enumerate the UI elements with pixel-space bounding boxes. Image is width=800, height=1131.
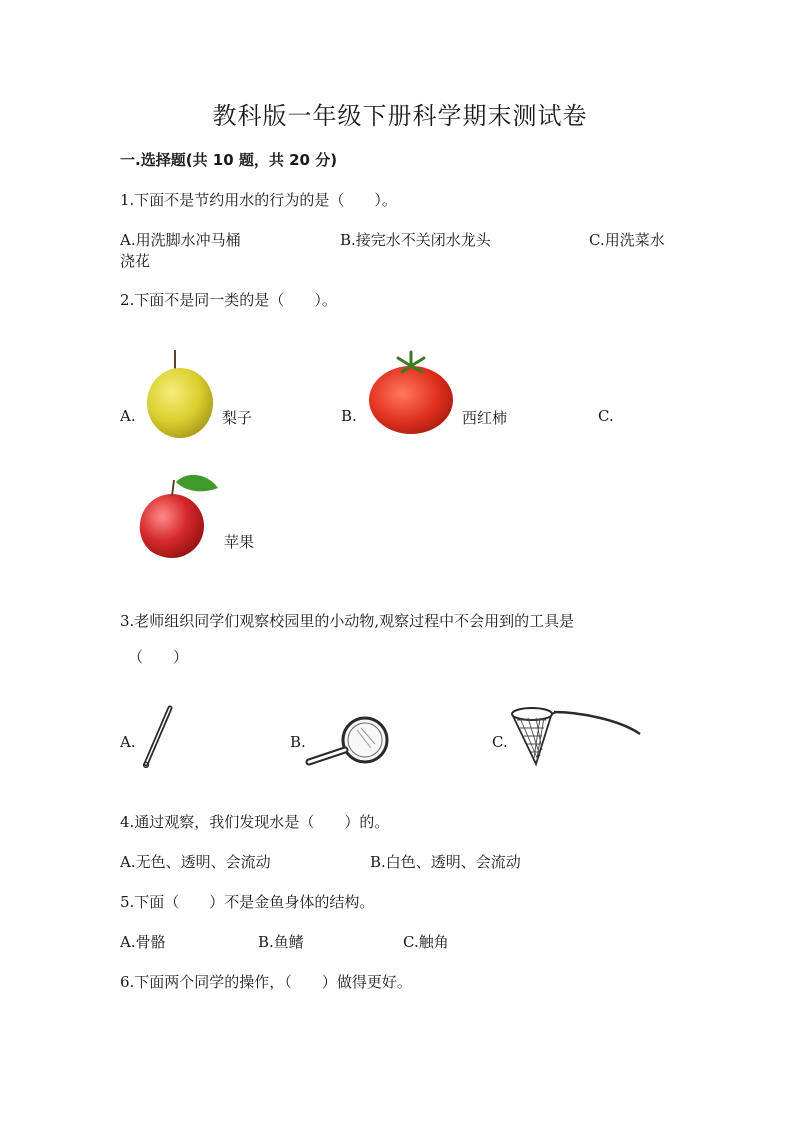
rod-icon bbox=[140, 704, 176, 770]
tomato-icon bbox=[368, 348, 454, 436]
question-5-option-c[interactable]: C.触角 bbox=[403, 933, 449, 951]
question-5-stem: 5.下面（ ）不是金鱼身体的结构。 bbox=[120, 893, 375, 911]
question-1-option-c[interactable]: C.用洗菜水 bbox=[589, 231, 665, 249]
question-3-option-c-letter[interactable]: C. bbox=[492, 733, 508, 751]
question-1-option-c-continued: 浇花 bbox=[120, 252, 151, 270]
question-4-stem: 4.通过观察，我们发现水是（ ）的。 bbox=[120, 813, 390, 831]
question-1-option-a[interactable]: A.用洗脚水冲马桶 bbox=[120, 231, 241, 249]
page-title: 教科版一年级下册科学期末测试卷 bbox=[212, 102, 588, 130]
pear-icon bbox=[146, 348, 216, 440]
question-3-option-a-letter[interactable]: A. bbox=[120, 733, 136, 751]
question-6-stem: 6.下面两个同学的操作，（ ）做得更好。 bbox=[120, 973, 412, 991]
question-3-paren: （ ） bbox=[128, 648, 189, 666]
question-2-option-a-letter[interactable]: A. bbox=[120, 407, 136, 425]
question-4-option-a[interactable]: A.无色、透明、会流动 bbox=[120, 853, 271, 871]
question-5-option-b[interactable]: B.鱼鳍 bbox=[258, 933, 304, 951]
question-3-option-b-letter[interactable]: B. bbox=[290, 733, 306, 751]
question-2-stem: 2.下面不是同一类的是（ ）。 bbox=[120, 291, 337, 309]
question-2-option-c-label: 苹果 bbox=[224, 533, 255, 551]
question-2-option-b-label: 西红柿 bbox=[462, 409, 508, 427]
section-heading: 一.选择题(共 10 题，共 20 分) bbox=[120, 151, 338, 169]
question-3-stem: 3.老师组织同学们观察校园里的小动物,观察过程中不会用到的工具是 bbox=[120, 612, 575, 630]
question-5-option-a[interactable]: A.骨骼 bbox=[120, 933, 166, 951]
apple-icon bbox=[136, 470, 220, 562]
question-2-option-a-label: 梨子 bbox=[222, 409, 253, 427]
insect-net-icon bbox=[510, 700, 644, 768]
question-2-option-c-letter[interactable]: C. bbox=[598, 407, 614, 425]
magnifying-glass-icon bbox=[305, 716, 395, 766]
question-4-option-b[interactable]: B.白色、透明、会流动 bbox=[370, 853, 521, 871]
question-2-option-b-letter[interactable]: B. bbox=[341, 407, 357, 425]
question-1-option-b[interactable]: B.接完水不关闭水龙头 bbox=[340, 231, 491, 249]
question-1-stem: 1.下面不是节约用水的行为的是（ ）。 bbox=[120, 191, 397, 209]
